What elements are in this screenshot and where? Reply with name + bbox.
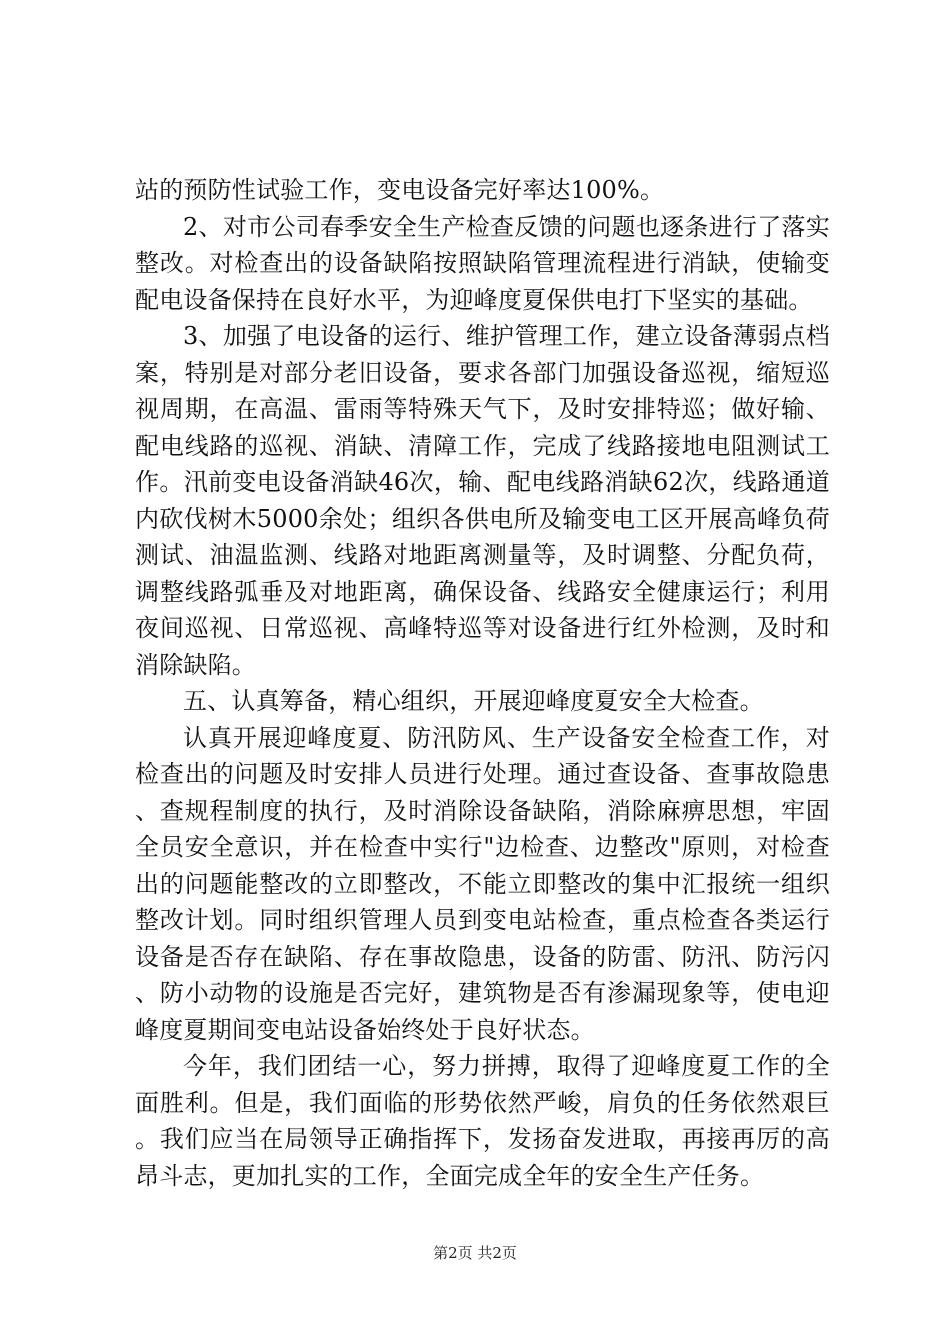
paragraph-item-2: 2、对市公司春季安全生产检查反馈的问题也逐条进行了落实整改。对检查出的设备缺陷按照缺陷管理流程进行消缺，使输变配电设备保持在良好水平，为迎峰度夏保供电打下坚实的基础。	[135, 212, 830, 314]
paragraph-continuation: 站的预防性试验工作，变电设备完好率达100%。	[135, 176, 665, 204]
paragraph-safety-inspection: 认真开展迎峰度夏、防汛防风、生产设备安全检查工作，对检查出的问题及时安排人员进行处理。通过查设备、查事故隐患、查规程制度的执行，及时消除设备缺陷，消除麻痹思想，牢固全员安全意识，并在检查中实行"边检查、边整改"原则，对检查出的问题能整改的立即整改，不能立即整改的集中汇报统一组织整改计划。同时组织管理人员到变电站检查，重点检查各类运行设备是否存在缺陷、存在事故隐患，设备的防雷、防汛、防污闪、防小动物的设施是否完好，建筑物是否有渗漏现象等，使电迎峰度夏期间变电站设备始终处于良好状态。	[135, 723, 830, 1044]
paragraph-conclusion: 今年，我们团结一心，努力拼搏，取得了迎峰度夏工作的全面胜利。但是，我们面临的形势依然严峻，肩负的任务依然艰巨。我们应当在局领导正确指挥下，发扬奋发进取，再接再厉的高昂斗志，更加扎实的工作，全面完成全年的安全生产任务。	[135, 1052, 830, 1190]
page-number-footer: 第2页 共2页	[433, 1244, 517, 1262]
paragraph-item-3: 3、加强了电设备的运行、维护管理工作，建立设备薄弱点档案，特别是对部分老旧设备，要求各部门加强设备巡视，缩短巡视周期，在高温、雷雨等特殊天气下，及时安排特巡；做好输、配电线路的巡视、消缺、清障工作，完成了线路接地电阻测试工作。汛前变电设备消缺46次，输、配电线路消缺62次，线路通道内砍伐树木5000余处；组织各供电所及输变电工区开展高峰负荷测试、油温监测、线路对地距离测量等，及时调整、分配负荷，调整线路弧垂及对地距离，确保设备、线路安全健康运行；利用夜间巡视、日常巡视、高峰特巡等对设备进行红外检测，及时和消除缺陷。	[135, 322, 830, 679]
section-heading-5: 五、认真筹备，精心组织，开展迎峰度夏安全大检查。	[183, 687, 764, 715]
document-body	[135, 172, 830, 1194]
